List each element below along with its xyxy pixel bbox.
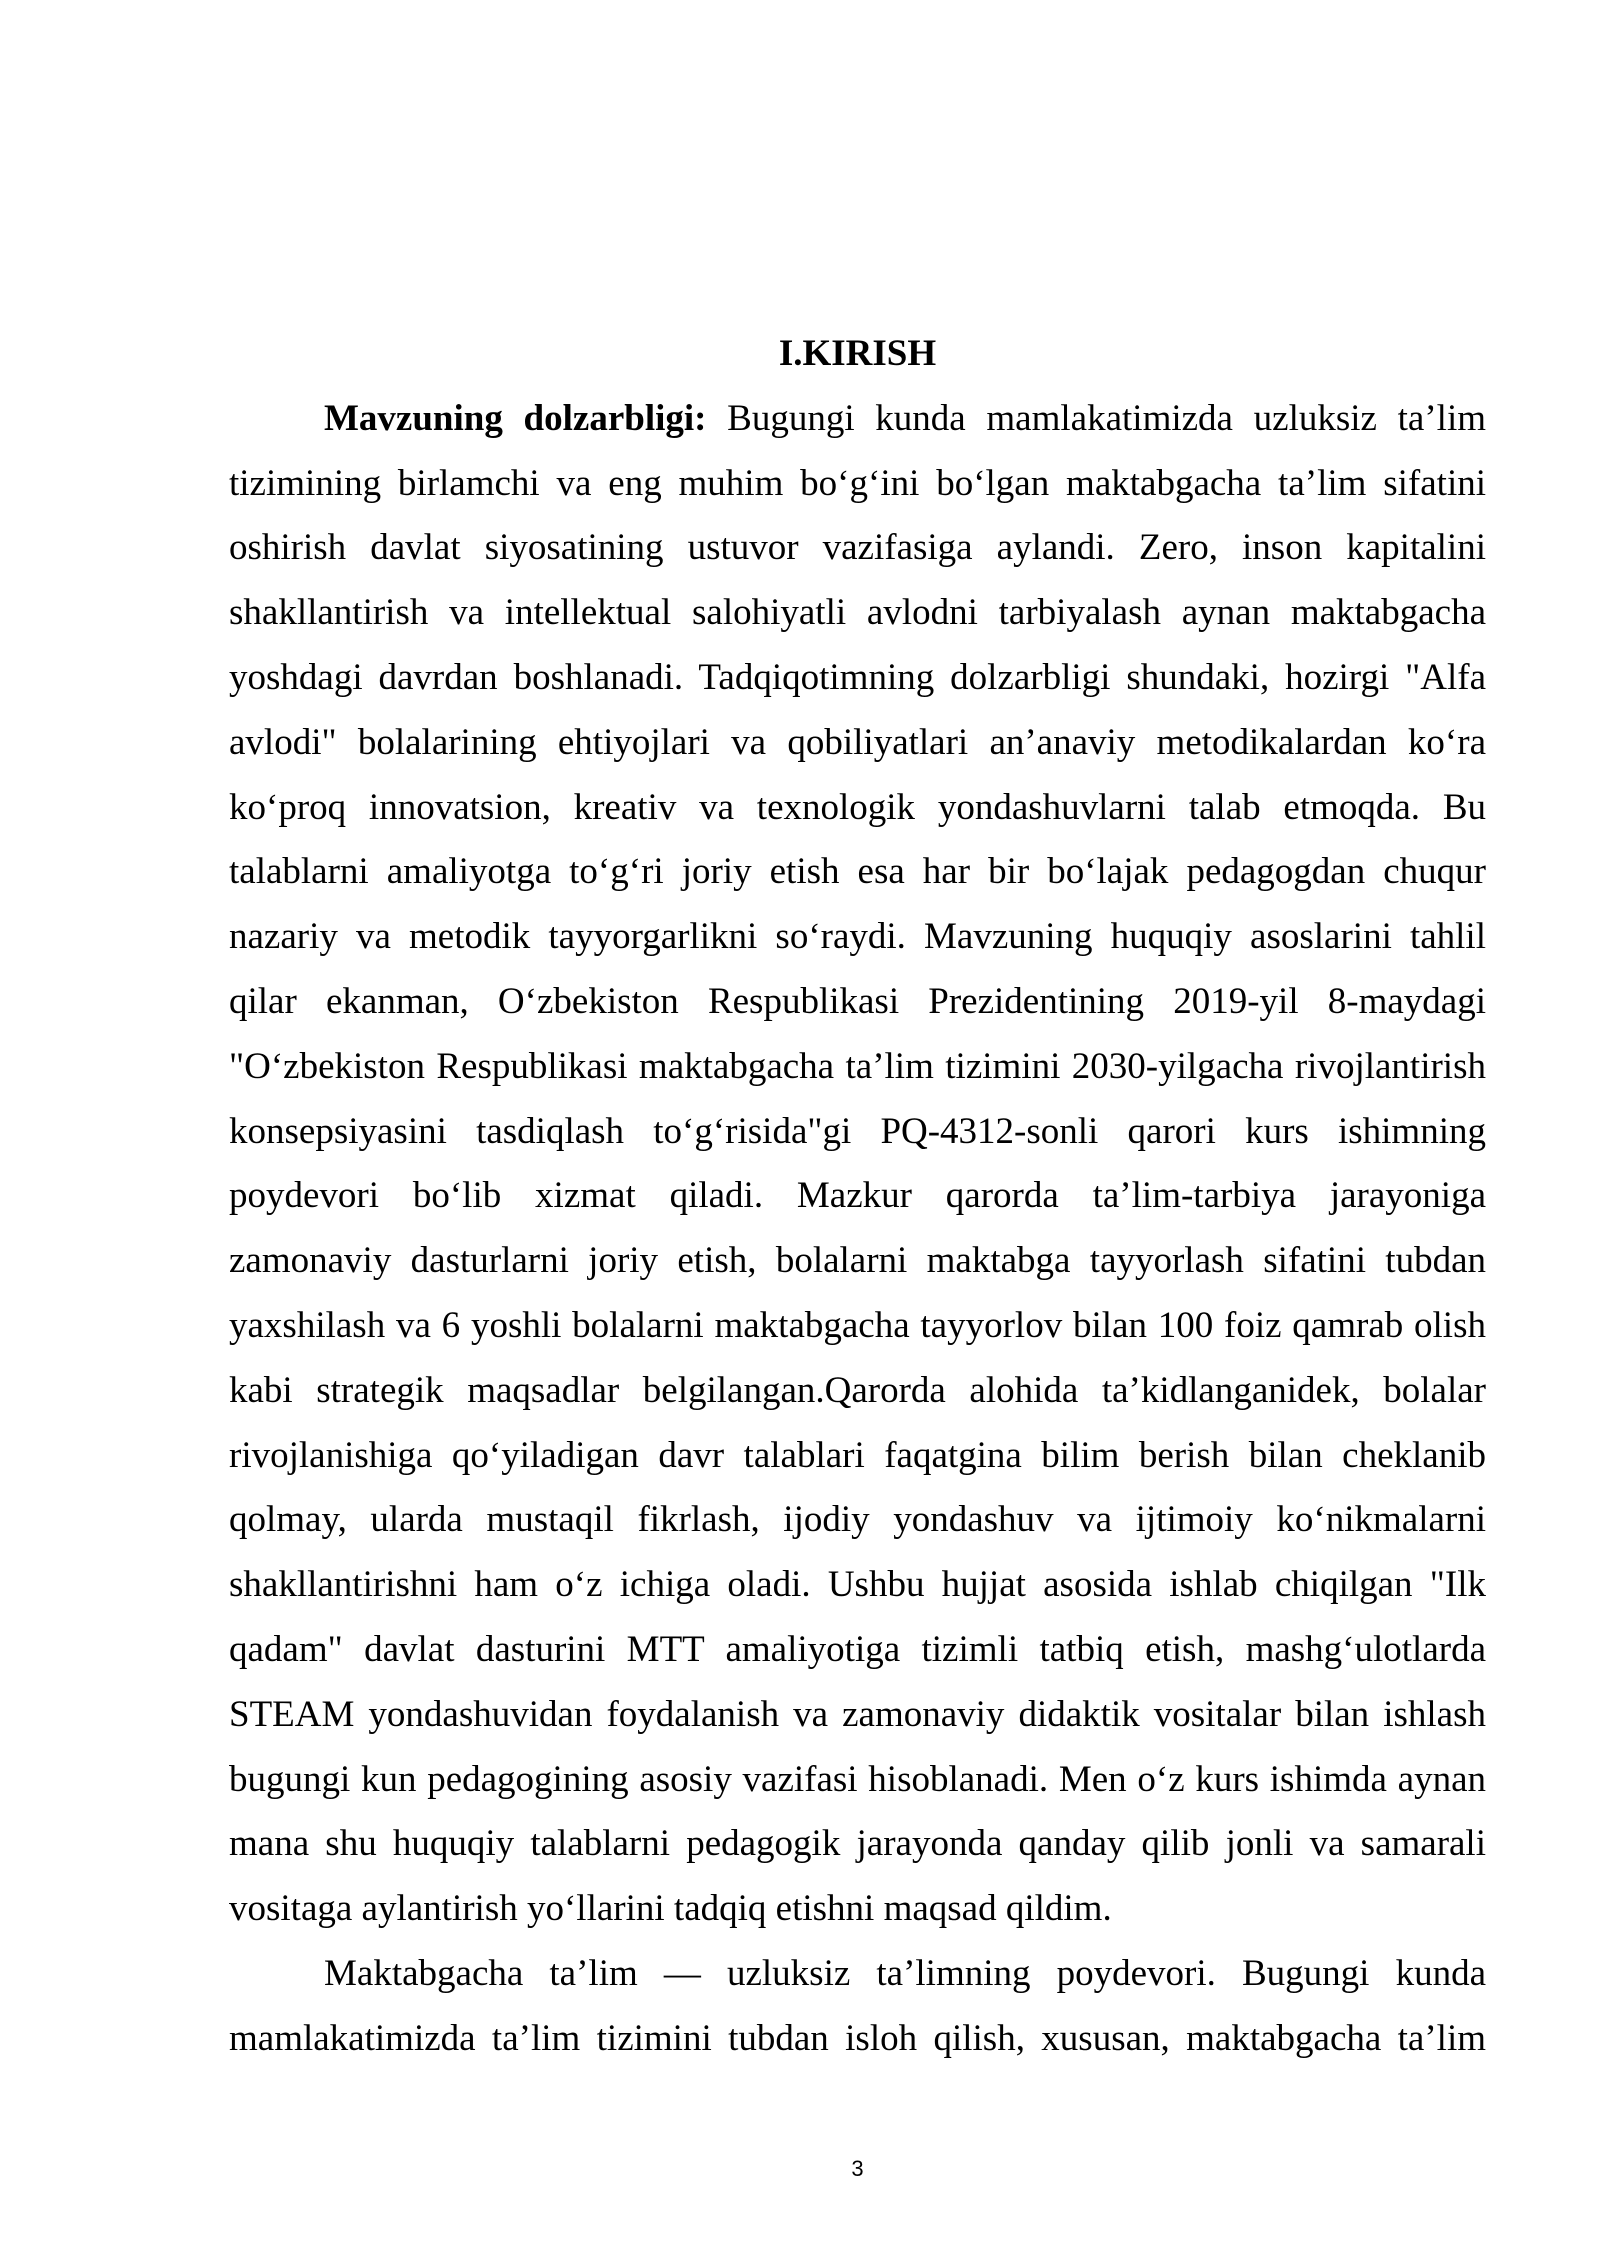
text-line: "O‘zbekiston Respublikasi maktabgacha ta’lim tizimini 2030-yilgacha rivojlantirish [229,1045,1486,1087]
text-line [229,387,1486,452]
section-title: I.KIRISH [778,333,937,374]
text-line: kabi strategik maqsadlar belgilangan.Qarorda alohida ta’kidlanganidek, bolalar [229,1369,1486,1411]
page-number: 3 [851,2156,864,2181]
text-line: mamlakatimizda ta’lim tizimini tubdan isloh qilish, xususan, maktabgacha ta’lim [229,2017,1486,2059]
text-line: vositaga aylantirish yo‘llarini tadqiq etishni maqsad qildim. [229,1888,1112,1930]
text-line: qolmay, ularda mustaqil fikrlash, ijodiy yondashuv va ijtimoiy ko‘nikmalarni [229,1499,1486,1541]
text-line: yoshdagi davrdan boshlanadi. Tadqiqotimning dolzarbligi shundaki, hozirgi "Alfa [229,656,1486,698]
paragraph-lead: Mavzuning dolzarbligi: [324,397,707,439]
text-line: konsepsiyasini tasdiqlash to‘g‘risida"gi PQ-4312-sonli qarori kurs ishimning [229,1110,1486,1152]
text-line: ko‘proq innovatsion, kreativ va texnologik yondashuvlarni talab etmoqda. Bu [229,786,1486,828]
text-line: nazariy va metodik tayyorgarlikni so‘raydi. Mavzuning huquqiy asoslarini tahlil [229,916,1486,958]
text-line: talablarni amaliyotga to‘g‘ri joriy etish esa har bir bo‘lajak pedagogdan chuqur [229,851,1486,893]
text-line: yaxshilash va 6 yoshli bolalarni maktabgacha tayyorlov bilan 100 foiz qamrab olish [229,1304,1486,1346]
paragraph [229,387,1486,1942]
text-line: STEAM yondashuvidan foydalanish va zamonaviy didaktik vositalar bilan ishlash [229,1693,1486,1735]
text-line: rivojlanishiga qo‘yiladigan davr talablari faqatgina bilim berish bilan cheklanib [229,1434,1486,1476]
paragraph [229,1942,1486,2072]
text-line: qadam" davlat dasturini MTT amaliyotiga tizimli tatbiq etish, mashg‘ulotlarda [229,1628,1486,1670]
text-line: Maktabgacha ta’lim — uzluksiz ta’limning poydevori. Bugungi kunda [324,1952,1486,1994]
page-body [229,322,1486,2072]
text-line: bugungi kun pedagogining asosiy vazifasi hisoblanadi. Men o‘z kurs ishimda aynan [229,1758,1486,1800]
line-text: Bugungi kunda mamlakatimizda uzluksiz ta’lim [727,397,1486,439]
text-line: poydevori bo‘lib xizmat qiladi. Mazkur qarorda ta’lim-tarbiya jarayoniga [229,1175,1486,1217]
text-line: avlodi" bolalarining ehtiyojlari va qobiliyatlari an’anaviy metodikalardan ko‘ra [229,721,1486,763]
text-line: zamonaviy dasturlarni joriy etish, bolalarni maktabga tayyorlash sifatini tubdan [229,1240,1486,1282]
text-line: tizimining birlamchi va eng muhim bo‘g‘ini bo‘lgan maktabgacha ta’lim sifatini [229,462,1486,504]
text-line: mana shu huquqiy talablarni pedagogik jarayonda qanday qilib jonli va samarali [229,1823,1486,1865]
text-line: qilar ekanman, O‘zbekiston Respublikasi Prezidentining 2019-yil 8-maydagi [229,980,1486,1022]
text-line: shakllantirishni ham o‘z ichiga oladi. Ushbu hujjat asosida ishlab chiqilgan "Ilk [229,1564,1486,1606]
text-line: oshirish davlat siyosatining ustuvor vazifasiga aylandi. Zero, inson kapitalini [229,527,1486,569]
text-line: shakllantirish va intellektual salohiyatli avlodni tarbiyalash aynan maktabgacha [229,592,1486,634]
